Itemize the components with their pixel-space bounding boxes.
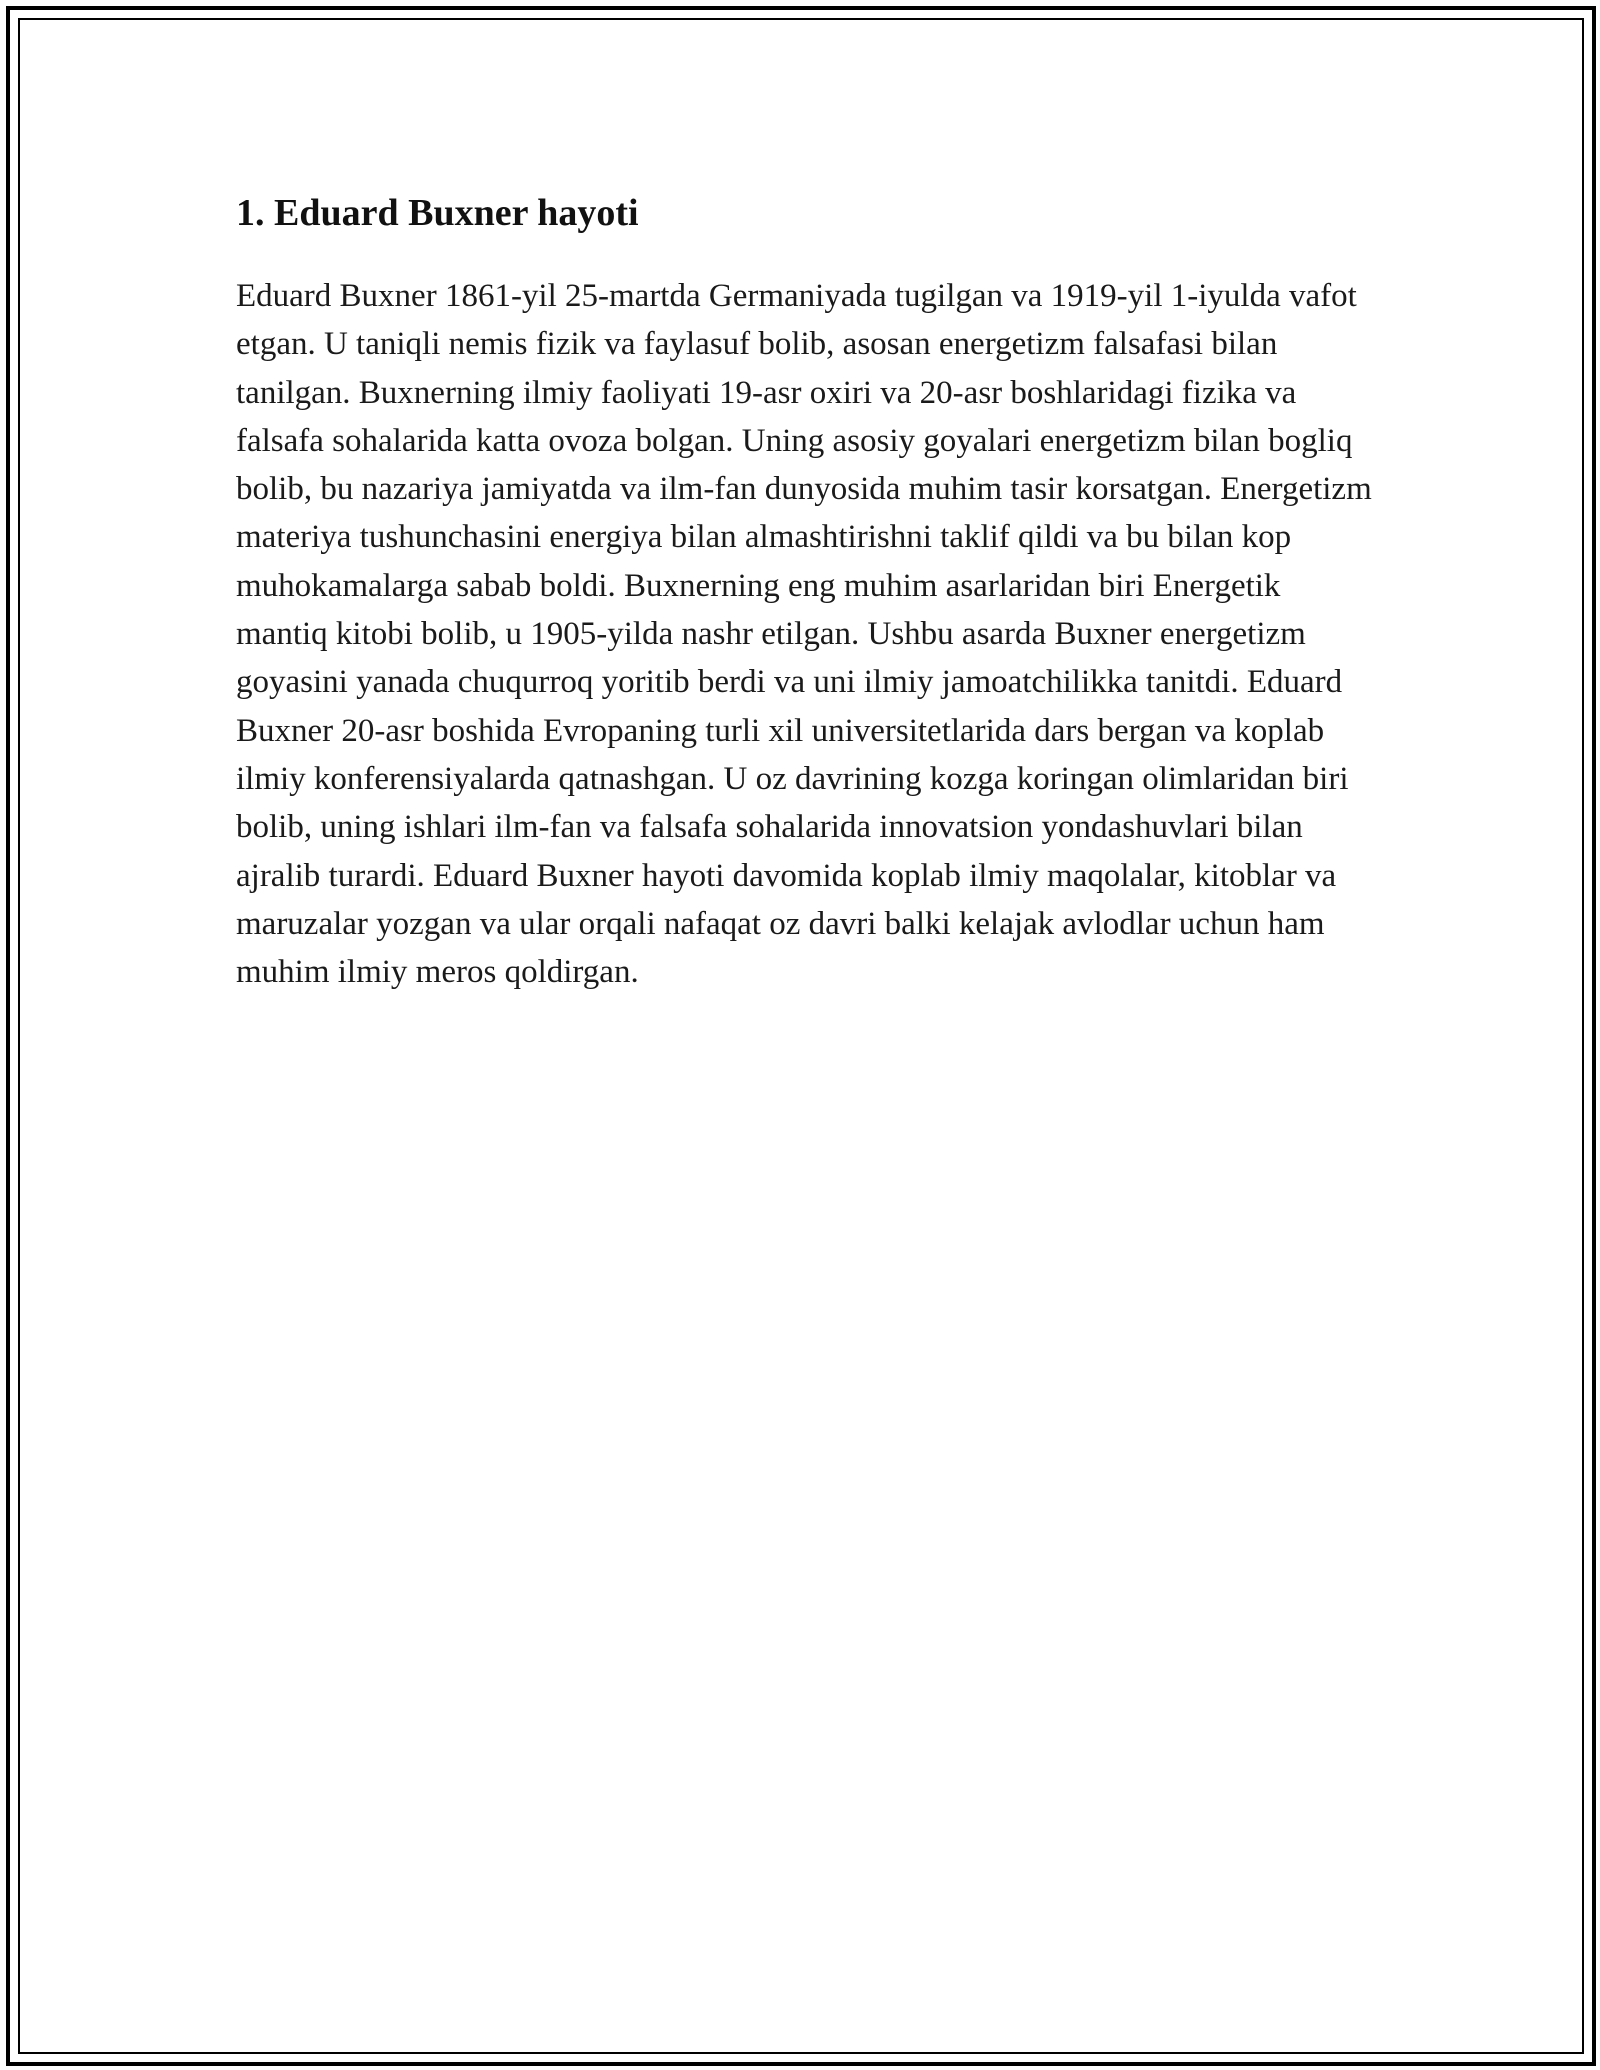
section-heading: 1. Eduard Buxner hayoti: [236, 192, 639, 234]
document-body: [236, 188, 1376, 996]
body-paragraph: Eduard Buxner 1861-yil 25-martda Germaniyada tugilgan va 1919-yil 1-iyulda vafot etgan. U taniqli nemis fizik va faylasuf bolib, asosan energetizm falsafasi bilan tanilgan. Buxnerning ilmiy faoliyati 19-asr oxiri va 20-asr boshlaridagi fizika va falsafa sohalarida katta ovoza bolgan. Uning asosiy goyalari energetizm bilan bogliq bolib, bu nazariya jamiyatda va ilm-fan dunyosida muhim tasir korsatgan. Energetizm materiya tushunchasini energiya bilan almashtirishni taklif qildi va bu bilan kop muhokamalarga sabab boldi. Buxnerning eng muhim asarlaridan biri Energetik mantiq kitobi bolib, u 1905-yilda nashr etilgan. Ushbu asarda Buxner energetizm goyasini yanada chuqurroq yoritib berdi va uni ilmiy jamoatchilikka tanitdi. Eduard Buxner 20-asr boshida Evropaning turli xil universitetlarida dars bergan va koplab ilmiy konferensiyalarda qatnashgan. U oz davrining kozga koringan olimlaridan biri bolib, uning ishlari ilm-fan va falsafa sohalarida innovatsion yondashuvlari bilan ajralib turardi. Eduard Buxner hayoti davomida koplab ilmiy maqolalar, kitoblar va maruzalar yozgan va ular orqali nafaqat oz davri balki kelajak avlodlar uchun ham muhim ilmiy meros qoldirgan.: [236, 278, 1372, 991]
